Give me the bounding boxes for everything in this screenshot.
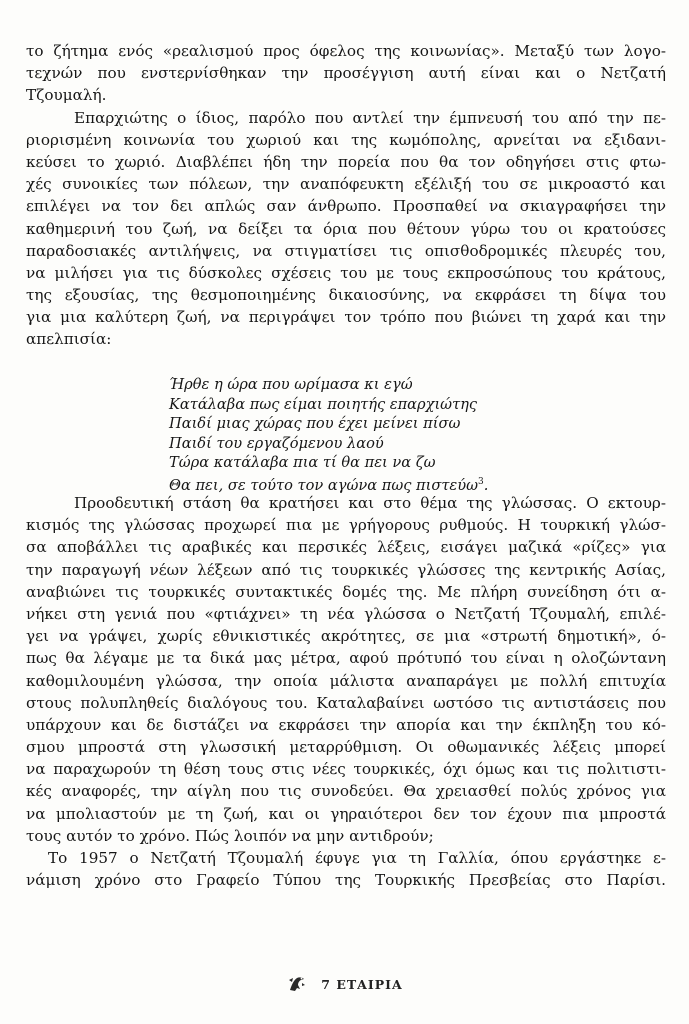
text-line: Επαρχιώτης ο ίδιος, παρόλο που αντλεί την έμπνευσή του από την πε- xyxy=(74,108,666,127)
text-line: της εξουσίας, της θεσμοποιημένης δικαιοσύνης, να εκφράσει τη δίψα του xyxy=(26,286,666,305)
poem-line: Παιδί μιας χώρας που έχει μείνει πίσω xyxy=(169,415,461,433)
text-line: να παραχωρούν τη θέση τους στις νέες τουρκικές, όχι όμως και τις πολιτιστι- xyxy=(26,760,666,779)
text-line: καθομιλουμένη γλώσσα, την οποία μάλιστα αναπαράγει με πολλή επιτυχία xyxy=(26,671,666,690)
text-line: επιλέγει να τον δει απλώς σαν άνθρωπο. Προσπαθεί να σκιαγραφήσει την xyxy=(26,197,666,216)
poem-line: Ήρθε η ώρα που ωρίμασα κι εγώ xyxy=(169,376,413,393)
page-footer xyxy=(0,972,689,997)
text-line: νήκει στη γενιά που «φτιάχνει» τη νέα γλώσσα ο Νετζατή Τζουμαλή, επιλέ- xyxy=(26,604,666,623)
poem-quote xyxy=(169,375,488,495)
intro-paragraph xyxy=(26,40,666,107)
poem-line: Παιδί του εργαζόμενου λαού xyxy=(169,434,384,452)
poem-line-text: Θα πει, σε τούτο τον αγώνα πως πιστεύω xyxy=(169,476,479,494)
text-line: Τζουμαλή. xyxy=(26,86,107,105)
text-line: για μια καλύτερη ζωή, να περιγράψει τον τρόπο που βιώνει τη χαρά και την xyxy=(26,308,666,327)
text-line: κές αναφορές, την αίγλη που τις συνοδεύει. Θα χρειασθεί πολύς χρόνος για xyxy=(26,782,666,801)
owl-emblem-icon xyxy=(286,972,308,997)
body-text-bottom xyxy=(26,492,666,891)
text-line: χές συνοικίες των πόλεων, την αναπόφευκτη εξέλιξή του σε μικροαστό και xyxy=(26,175,666,194)
text-line: πως θα λέγαμε με τα δικά μας μέτρα, αφού πρότυπό του είναι η ολοζώντανη xyxy=(26,649,666,668)
text-line: παραδοσιακές αντιλήψεις, να στιγματίσει τις οπισθοδρομικές πλευρές του, xyxy=(26,241,666,260)
text-line: ριορισμένη κοινωνία του χωριού και της κωμόπολης, αρνείται να εξιδανι- xyxy=(26,130,666,149)
text-line: τεχνών που ενστερνίσθηκαν την προσέγγιση αυτή είναι και ο Νετζατή xyxy=(26,64,666,83)
text-line: τους αυτόν το χρόνο. Πώς λοιπόν να μην αντιδρούν; xyxy=(26,826,434,845)
poem-line: Τώρα κατάλαβα πια τί θα πει να ζω xyxy=(169,454,436,472)
paragraph-1957 xyxy=(26,847,666,891)
text-line: αναβιώνει τις τουρκικές συντακτικές δομές της. Με πλήρη συνείδηση ότι α- xyxy=(26,582,666,601)
text-line: στους πολυπληθείς διαλόγους του. Καταλαβαίνει ωστόσο τις αντιστάσεις που xyxy=(26,693,666,712)
text-line: κεύσει το χωριό. Διαβλέπει ήδη την πορεία που θα τον οδηγήσει στις φτω- xyxy=(26,152,666,171)
paragraph-provincial xyxy=(26,107,666,351)
text-line: απελπισία: xyxy=(26,330,112,349)
paragraph-language xyxy=(26,492,666,847)
text-line: νάμιση χρόνο στο Γραφείο Τύπου της Τουρκικής Πρεσβείας στο Παρίσι. xyxy=(26,871,666,890)
footnote-reference: 3 xyxy=(478,476,484,487)
text-line: σα αποβάλλει τις αραβικές και περσικές λέξεις, εισάγει μαζικά «ρίζες» για xyxy=(26,538,666,557)
text-line: την παραγωγή νέων λέξεων από τις τουρκικές γλώσσες της κεντρικής Ασίας, xyxy=(26,560,666,579)
text-line: να μπολιαστούν με τη ζωή, και οι γηραιότεροι δεν τον έχουν πια μπροστά xyxy=(26,804,666,823)
text-line: να μιλήσει για τις δύσκολες σχέσεις του με τους εκπροσώπους του κράτους, xyxy=(26,263,666,282)
text-line: Το 1957 ο Νετζατή Τζουμαλή έφυγε για τη Γαλλία, όπου εργάστηκε ε- xyxy=(48,849,666,867)
text-line: Προοδευτική στάση θα κρατήσει και στο θέμα της γλώσσας. Ο εκτουρ- xyxy=(74,494,666,512)
text-line: το ζήτημα ενός «ρεαλισμού προς όφελος της κοινωνίας». Μεταξύ των λογο- xyxy=(26,42,666,60)
text-line: υπάρχουν και δε διστάζει να εκφράσει την απορία και την έκπληξη του κό- xyxy=(26,715,666,734)
text-line: κισμός της γλώσσας προχωρεί πια με γρήγορους ρυθμούς. Η τουρκική γλώσ- xyxy=(26,516,666,535)
text-line: γει να γράψει, χωρίς εθνικιστικές ακρότητες, σε μια «στρωτή δημοτική», ό- xyxy=(26,627,666,646)
page-number-label: 7 ΕΤΑΙΡΙΑ xyxy=(321,977,403,992)
text-line: καθημερινή του ζωή, να δείξει τα όρια που θέτουν γύρω του οι κρατούσες xyxy=(26,219,666,238)
poem-line-end: . xyxy=(483,476,489,494)
poem-line: Κατάλαβα πως είμαι ποιητής επαρχιώτης xyxy=(169,395,478,413)
text-line: σμου μπροστά στη γλωσσική μεταρρύθμιση. Οι οθωμανικές λέξεις μπορεί xyxy=(26,738,666,757)
body-text-top xyxy=(26,40,666,351)
